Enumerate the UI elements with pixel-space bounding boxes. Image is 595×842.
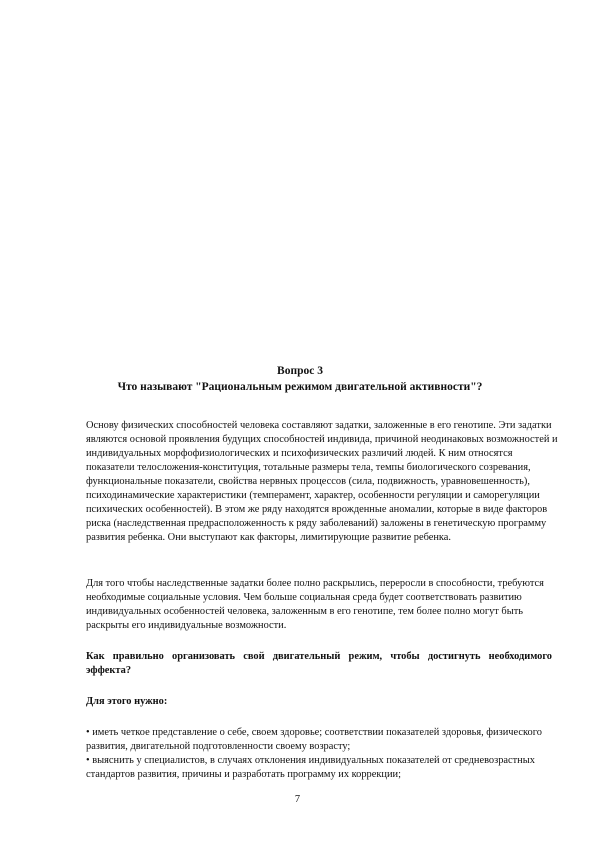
need-label: Для этого нужно: bbox=[86, 696, 168, 707]
paragraph-social-conditions: Для того чтобы наследственные задатки более полно раскрылись, переросли в способности, требуются необходимые социальные условия. Чем больше социальная среда будет соответствовать развитию индивидуальных особенностей человека, заложенным в его генотипе, тем более полно могут быть раскрыты его индивидуальные возможности. bbox=[86, 578, 544, 631]
page-number: 7 bbox=[294, 794, 301, 805]
list-item: • выяснить у специалистов, в случаях отклонения индивидуальных показателей от средневозрастных стандартов развития, причины и разработать программу их коррекции; bbox=[86, 755, 535, 780]
question-number-heading: Вопрос 3 bbox=[277, 365, 323, 377]
list-item: • иметь четкое представление о себе, своем здоровье; соответствии показателей здоровья, физического развития, двигательной подготовленности своему возрасту; bbox=[86, 727, 542, 752]
paragraph-genotype: Основу физических способностей человека составляют задатки, заложенные в его генотипе. Эти задатки являются основой проявления будущих способностей индивида, причиной неодинаковых возможностей и индивидуальных морфофизиологических и психофизических различий людей. К ним относятся показатели телосложения-конституция, тотальные размеры тела, темпы биологического созревания, функциональные показатели, свойства нервных процессов (сила, подвижность, уравновешенность), психодинамические характеристики (темперамент, характер, особенности регуляции и саморегуляции психических особенностей). В этом же ряду находятся врожденные аномалии, которые в виде факторов риска (наследственная предрасположенность к ряду заболеваний) заложены в генетическую программу развития ребенка. Они выступают как факторы, лимитирующие развитие ребенка. bbox=[86, 420, 558, 543]
requirements-list bbox=[86, 726, 558, 782]
bold-question-motor-mode: Как правильно организовать свой двигательный режим, чтобы достигнуть необходимого эффекта? bbox=[86, 651, 552, 676]
question-title-heading: Что называют "Рациональным режимом двигательной активности"? bbox=[117, 381, 483, 393]
